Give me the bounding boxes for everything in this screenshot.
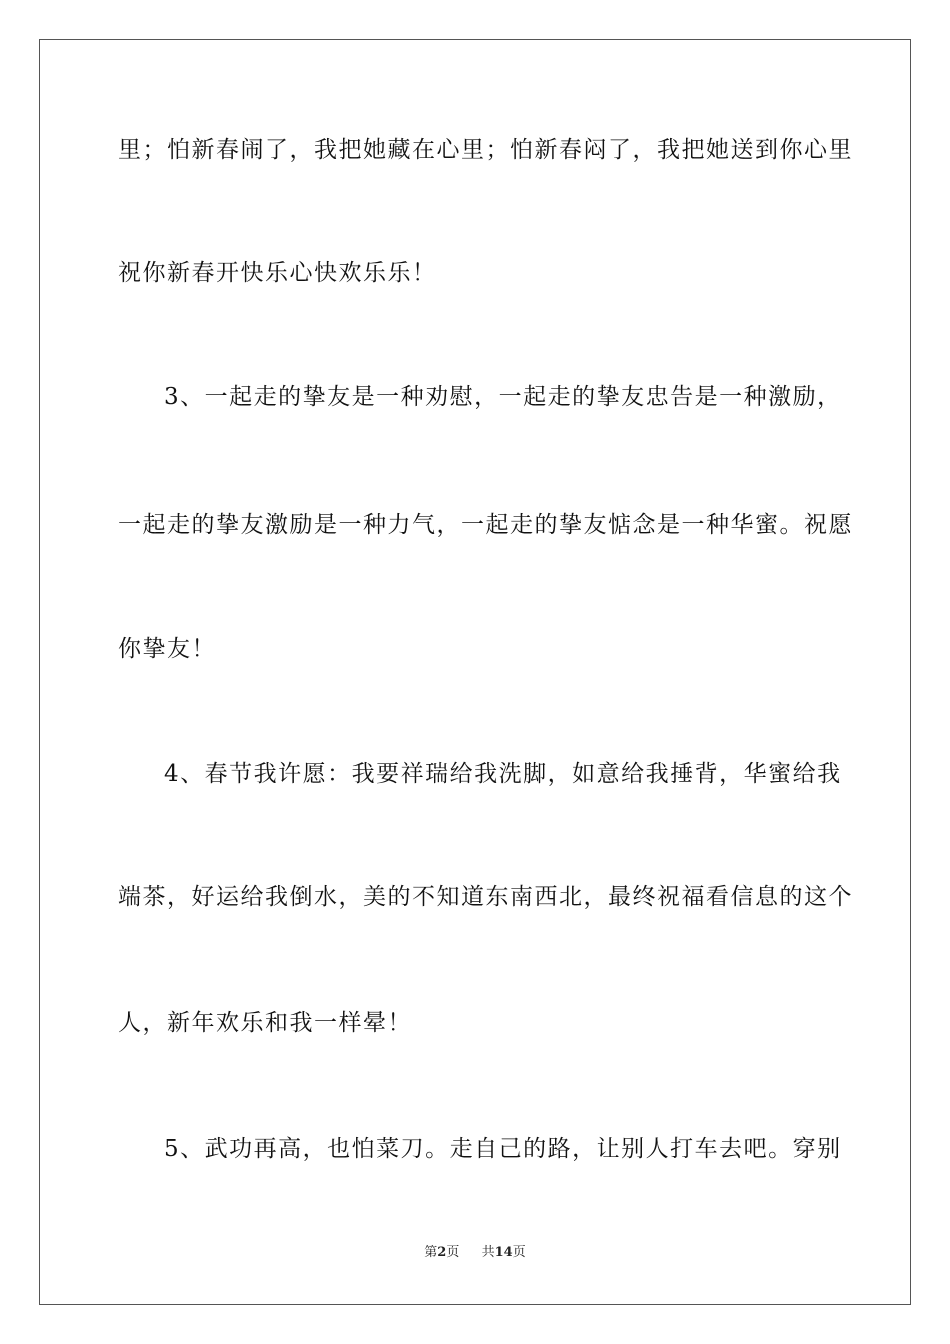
page-footer (0, 1244, 950, 1262)
text-line-8: 人，新年欢乐和我一样晕！ (118, 1010, 412, 1036)
text-line-1: 里；怕新春闹了，我把她藏在心里；怕新春闷了，我把她送到你心里 (118, 137, 853, 163)
total-prefix: 共 (481, 1245, 495, 1260)
page-suffix: 页 (446, 1245, 460, 1260)
page-number: 2 (437, 1245, 447, 1260)
text-line-5: 你挚友！ (118, 636, 216, 662)
text-line-4: 一起走的挚友激励是一种力气，一起走的挚友惦念是一种华蜜。祝愿 (118, 512, 853, 538)
text-line-7: 端茶，好运给我倒水，美的不知道东南西北，最终祝福看信息的这个 (118, 884, 853, 910)
text-line-2: 祝你新春开快乐心快欢乐乐！ (118, 260, 437, 286)
page-border (39, 39, 911, 1305)
page-prefix: 第 (424, 1245, 438, 1260)
text-line-9: 5、武功再高，也怕菜刀。走自己的路，让别人打车去吧。穿别 (164, 1136, 842, 1162)
total-pages: 14 (494, 1245, 513, 1260)
total-suffix: 页 (512, 1245, 526, 1260)
text-line-6: 4、春节我许愿：我要祥瑞给我洗脚，如意给我捶背，华蜜给我 (164, 761, 842, 787)
text-line-3: 3、一起走的挚友是一种劝慰，一起走的挚友忠告是一种激励， (164, 384, 842, 410)
